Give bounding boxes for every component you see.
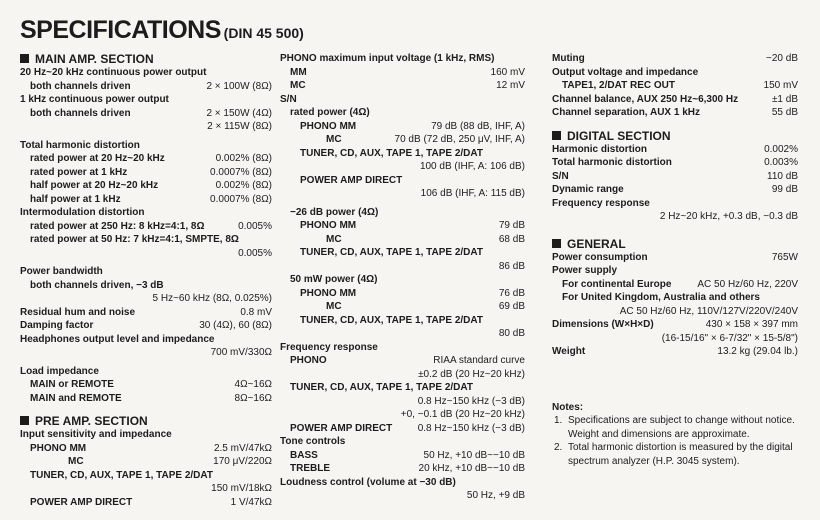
spec-label: Power bandwidth [20,266,103,277]
spec-value: 12 mV [496,80,525,91]
bullet-square-icon [552,239,561,248]
spec-label: Total harmonic distortion [20,139,140,151]
bullet-square-icon [20,54,29,63]
column-1 [20,52,272,509]
spec-value: ±1 dB [771,93,798,105]
spec-value: 0.8 Hz~150 kHz (−3 dB) [417,422,525,434]
spec-label: Power supply [552,265,618,276]
spec-value: −20 dB [766,53,798,64]
spec-value: 0.002% (8Ω) [215,180,272,191]
spec-label: Residual hum and noise [20,306,136,318]
spec-label: MC [326,233,342,245]
spec-value: 0.8 mV [240,306,272,318]
note-item: 2. Total harmonic distortion is measured by the digital spectrum analyzer (H.P. 3045 system). [552,441,798,468]
spec-label: Channel balance, AUX 250 Hz~6,300 Hz [552,93,739,105]
spec-value: 20 kHz, +10 dB~−10 dB [418,463,525,474]
spec-label: TUNER, CD, AUX, TAPE 1, TAPE 2/DAT [290,382,473,393]
spec-label: half power at 1 kHz [30,193,121,205]
spec-value: 5 Hz~60 kHz (8Ω, 0.025%) [152,293,272,304]
spec-value: 13.2 kg (29.04 lb.) [717,346,798,357]
spec-value: 2 × 115W (8Ω) [207,121,272,132]
spec-value: 30 (4Ω), 60 (8Ω) [199,320,272,331]
spec-label: 20 Hz~20 kHz continuous power output [20,67,207,78]
spec-value: +0, −0.1 dB (20 Hz~20 kHz) [400,409,525,420]
spec-label: TUNER, CD, AUX, TAPE 1, TAPE 2/DAT [300,314,483,326]
spec-value: 1 V/47kΩ [230,496,272,508]
spec-value: 2.5 mV/47kΩ [213,442,272,454]
spec-value: 0.0007% (8Ω) [210,193,272,205]
column-2 [280,52,525,503]
spec-label: TAPE1, 2/DAT REC OUT [562,80,675,91]
spec-label: 50 mW power (4Ω) [290,274,378,285]
spec-label: PHONO MM [300,287,357,299]
spec-value: 430 × 158 × 397 mm [705,319,798,330]
spec-label: MAIN and REMOTE [30,392,122,404]
spec-value: 100 dB (IHF, A: 106 dB) [419,161,525,172]
spec-label: Muting [552,53,585,64]
spec-label: rated power at 50 Hz: 7 kHz=4:1, SMPTE, 8Ω [30,234,239,245]
pre-amp-heading: PRE AMP. SECTION [20,414,272,428]
spec-label: PHONO MM [30,442,87,454]
spec-label: Intermodulation distortion [20,207,145,218]
spec-label: Damping factor [20,320,94,331]
notes-heading: Notes: [552,401,584,413]
spec-label: For United Kingdom, Australia and others [562,292,760,303]
spec-label: PHONO maximum input voltage (1 kHz, RMS) [280,53,495,64]
spec-label: 1 kHz continuous power output [20,94,169,105]
spec-label: both channels driven [30,80,131,92]
spec-label: Dynamic range [552,184,624,195]
spec-value: 86 dB [498,260,525,272]
spec-label: POWER AMP DIRECT [300,174,403,186]
spec-value: 700 mV/330Ω [210,347,272,358]
spec-value: 0.0007% (8Ω) [210,166,272,178]
spec-label: POWER AMP DIRECT [290,422,393,434]
spec-label: rated power at 250 Hz: 8 kHz=4:1, 8Ω [30,220,205,232]
spec-value: 79 dB (88 dB, IHF, A) [431,120,525,132]
spec-value: 4Ω~16Ω [234,379,272,390]
spec-value: RIAA standard curve [433,355,525,366]
spec-label: −26 dB power (4Ω) [290,206,379,218]
spec-label: MC [290,80,306,91]
spec-value: 150 mV/18kΩ [211,483,272,494]
spec-label: TUNER, CD, AUX, TAPE 1, TAPE 2/DAT [30,469,213,481]
spec-label: Power consumption [552,251,648,263]
spec-label: Load impedance [20,365,99,377]
spec-value: 68 dB [498,233,525,245]
spec-label: TUNER, CD, AUX, TAPE 1, TAPE 2/DAT [300,247,483,258]
spec-label: Frequency response [280,341,378,353]
spec-label: Total harmonic distortion [552,157,672,168]
spec-value: 106 dB (IHF, A: 115 dB) [420,188,525,199]
general-heading: GENERAL [552,237,798,251]
spec-value: 0.005% [238,247,272,259]
spec-value: 0.002% [764,143,798,155]
page-title [20,16,304,45]
spec-label: MAIN or REMOTE [30,379,114,390]
spec-value: 110 dB [767,170,798,182]
notes [552,401,798,469]
spec-value: 8Ω~16Ω [234,392,272,404]
spec-value: 2 Hz~20 kHz, +0.3 dB, −0.3 dB [659,211,798,222]
spec-value: 50 Hz, +10 dB~−10 dB [423,449,525,461]
spec-label: Tone controls [280,436,346,447]
spec-value: 76 dB [498,287,525,299]
column-3 [552,52,798,468]
spec-label: MM [290,66,307,78]
spec-label: Weight [552,346,586,357]
spec-label: BASS [290,449,318,461]
spec-label: PHONO MM [300,220,357,231]
spec-label: POWER AMP DIRECT [30,496,133,508]
spec-label: MC [68,456,84,467]
note-text: Weight and dimensions are approximate. [568,428,750,440]
spec-value: 79 dB [498,220,525,231]
bullet-square-icon [552,131,561,140]
spec-value: 70 dB (72 dB, 250 μV, IHF, A) [394,134,525,145]
spec-label: MC [326,301,342,312]
spec-value: ±0.2 dB (20 Hz~20 kHz) [418,368,525,380]
spec-label: MC [326,134,342,145]
spec-label: Harmonic distortion [552,143,648,155]
spec-value: 765W [771,251,798,263]
spec-label: S/N [552,170,569,182]
spec-value: 50 Hz, +9 dB [466,490,525,501]
spec-value: 0.005% [238,220,272,232]
spec-label: both channels driven, −3 dB [30,279,164,291]
spec-label: half power at 20 Hz~20 kHz [30,180,159,191]
spec-label: For continental Europe [562,278,672,290]
spec-label: Headphones output level and impedance [20,333,215,345]
digital-heading: DIGITAL SECTION [552,129,798,143]
spec-value: 99 dB [771,184,798,195]
spec-label: Loudness control (volume at −30 dB) [280,476,456,488]
spec-label: Frequency response [552,197,650,209]
spec-value: 0.8 Hz~150 kHz (−3 dB) [417,395,525,407]
spec-value: 170 μV/220Ω [213,456,272,467]
spec-value: 0.003% [764,157,798,168]
spec-label: Output voltage and impedance [552,66,699,78]
title-main: SPECIFICATIONS [20,16,221,44]
spec-value: 80 dB [498,328,525,339]
note-text: Total harmonic distortion is measured by the digital spectrum analyzer (H.P. 3045 system). [568,442,793,467]
bullet-square-icon [20,416,29,425]
spec-value: 0.002% (8Ω) [215,153,272,164]
title-sub: (DIN 45 500) [223,25,304,41]
spec-label: PHONO [290,355,327,366]
spec-value: 55 dB [771,107,798,118]
spec-label: Dimensions (W×H×D) [552,319,654,330]
spec-value: 160 mV [490,66,525,78]
main-amp-heading: MAIN AMP. SECTION [20,52,272,66]
spec-value: 150 mV [763,80,798,91]
spec-value: 69 dB [498,301,525,312]
spec-label: rated power at 20 Hz~20 kHz [30,153,165,164]
note-text: Specifications are subject to change without notice. [568,415,795,426]
spec-label: S/N [280,93,297,105]
spec-label: TUNER, CD, AUX, TAPE 1, TAPE 2/DAT [300,147,483,159]
spec-label: Input sensitivity and impedance [20,429,172,440]
spec-label: both channels driven [30,107,131,119]
spec-label: Channel separation, AUX 1 kHz [552,107,700,118]
spec-value: 2 × 100W (8Ω) [206,80,272,92]
spec-value: AC 50 Hz/60 Hz, 110V/127V/220V/240V [619,305,798,317]
spec-label: rated power at 1 kHz [30,166,128,178]
spec-label: TREBLE [290,463,330,474]
spec-value: (16-15/16" × 6-7/32" × 15-5/8") [661,332,798,344]
spec-value: 2 × 150W (4Ω) [206,107,272,119]
note-item: 1. Specifications are subject to change without notice. Weight and dimensions are approximate. [552,414,798,441]
spec-label: rated power (4Ω) [290,107,370,118]
spec-value: AC 50 Hz/60 Hz, 220V [697,278,798,290]
spec-label: PHONO MM [300,120,357,132]
